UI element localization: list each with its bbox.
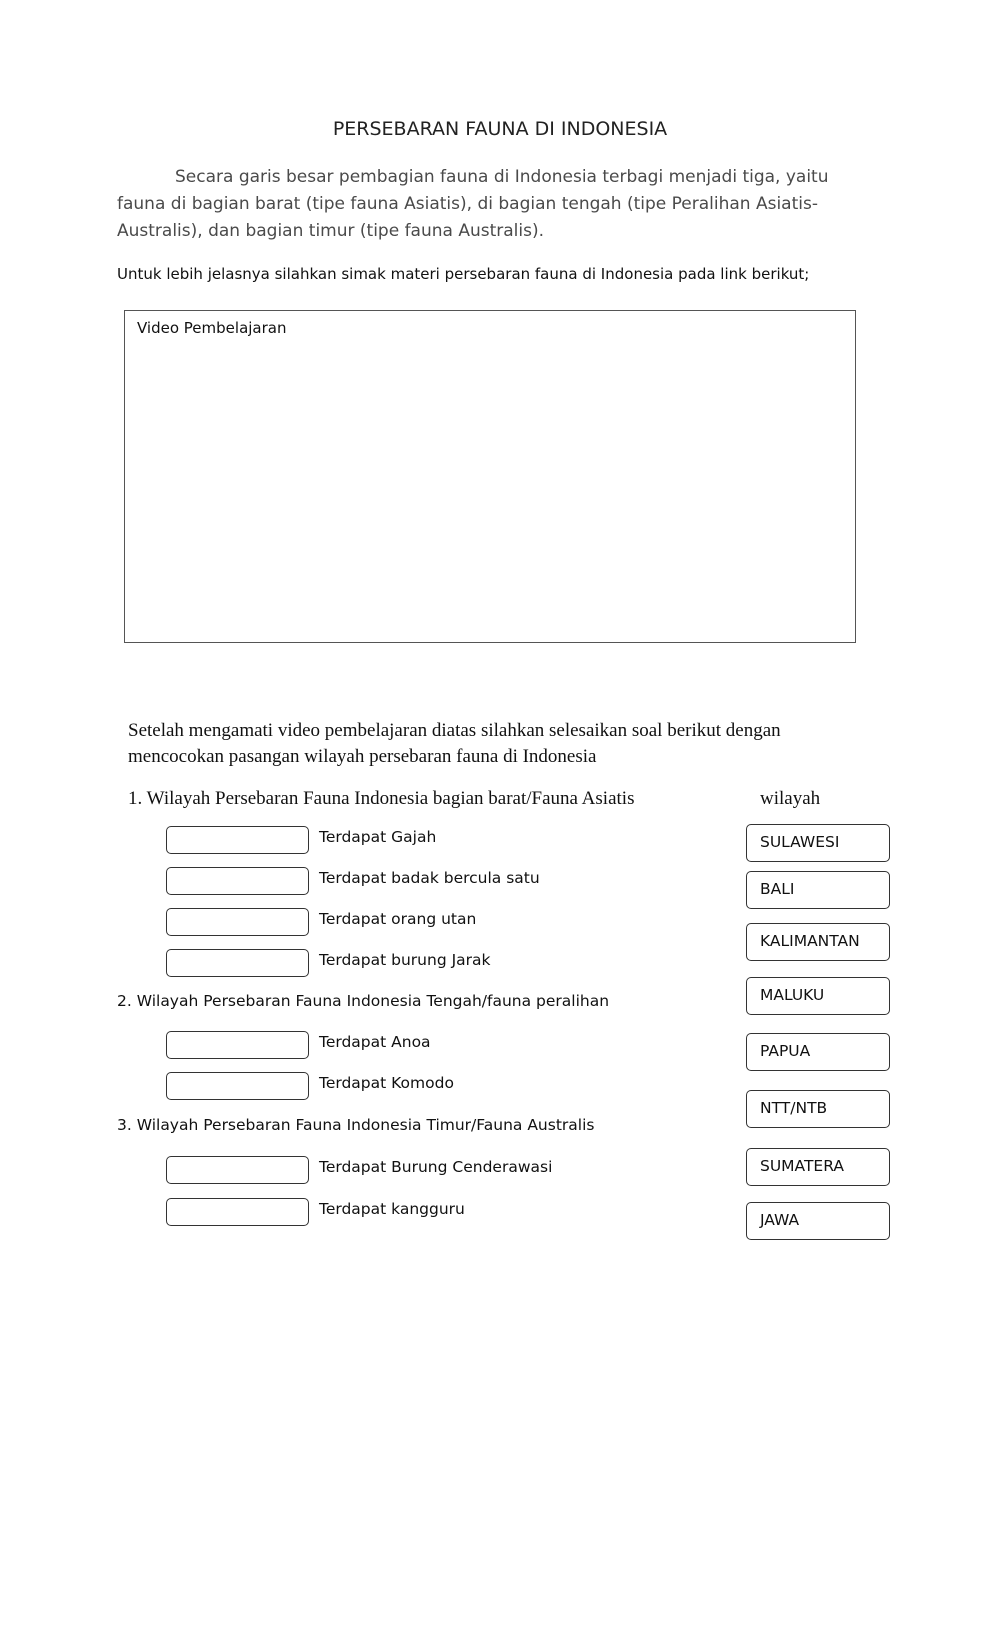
answer-blank-3a[interactable] <box>166 1156 309 1184</box>
option-ntt-ntb[interactable]: NTT/NTB <box>746 1090 890 1128</box>
item-label: Terdapat burung Jarak <box>319 951 491 969</box>
item-label: Terdapat badak bercula satu <box>319 869 540 887</box>
answer-blank-3b[interactable] <box>166 1198 309 1226</box>
link-instruction: Untuk lebih jelasnya silahkan simak materi persebaran fauna di Indonesia pada link berikut; <box>117 265 810 283</box>
answer-blank-1a[interactable] <box>166 826 309 854</box>
answer-blank-2a[interactable] <box>166 1031 309 1059</box>
wilayah-header: wilayah <box>760 788 821 809</box>
option-sumatera[interactable]: SUMATERA <box>746 1148 890 1186</box>
video-box[interactable] <box>124 310 856 643</box>
task-instruction: Setelah mengamati video pembelajaran diatas silahkan selesaikan soal berikut dengan mencocokan pasangan wilayah persebaran fauna di Indonesia <box>128 720 781 767</box>
page-title: PERSEBARAN FAUNA DI INDONESIA <box>332 118 668 140</box>
intro-paragraph: Secara garis besar pembagian fauna di Indonesia terbagi menjadi tiga, yaitu fauna di bagian barat (tipe fauna Asiatis), di bagian tengah (tipe Peralihan Asiatis-Australis), dan bagian timur (tipe fauna Australis). <box>117 167 829 241</box>
answer-blank-1c[interactable] <box>166 908 309 936</box>
item-label: Terdapat kangguru <box>319 1200 465 1218</box>
option-maluku[interactable]: MALUKU <box>746 977 890 1015</box>
question-2-label: 2. Wilayah Persebaran Fauna Indonesia Tengah/fauna peralihan <box>117 992 610 1010</box>
item-label: Terdapat Anoa <box>319 1033 431 1051</box>
answer-blank-2b[interactable] <box>166 1072 309 1100</box>
option-kalimantan[interactable]: KALIMANTAN <box>746 923 890 961</box>
option-sulawesi[interactable]: SULAWESI <box>746 824 890 862</box>
question-1-label: 1. Wilayah Persebaran Fauna Indonesia bagian barat/Fauna Asiatis <box>128 788 635 809</box>
option-jawa[interactable]: JAWA <box>746 1202 890 1240</box>
option-papua[interactable]: PAPUA <box>746 1033 890 1071</box>
option-bali[interactable]: BALI <box>746 871 890 909</box>
item-label: Terdapat Komodo <box>319 1074 454 1092</box>
item-label: Terdapat Burung Cenderawasi <box>319 1158 553 1176</box>
answer-blank-1d[interactable] <box>166 949 309 977</box>
item-label: Terdapat orang utan <box>319 910 477 928</box>
video-label: Video Pembelajaran <box>137 319 287 337</box>
answer-blank-1b[interactable] <box>166 867 309 895</box>
question-3-label: 3. Wilayah Persebaran Fauna Indonesia Timur/Fauna Australis <box>117 1116 595 1134</box>
item-label: Terdapat Gajah <box>319 828 437 846</box>
